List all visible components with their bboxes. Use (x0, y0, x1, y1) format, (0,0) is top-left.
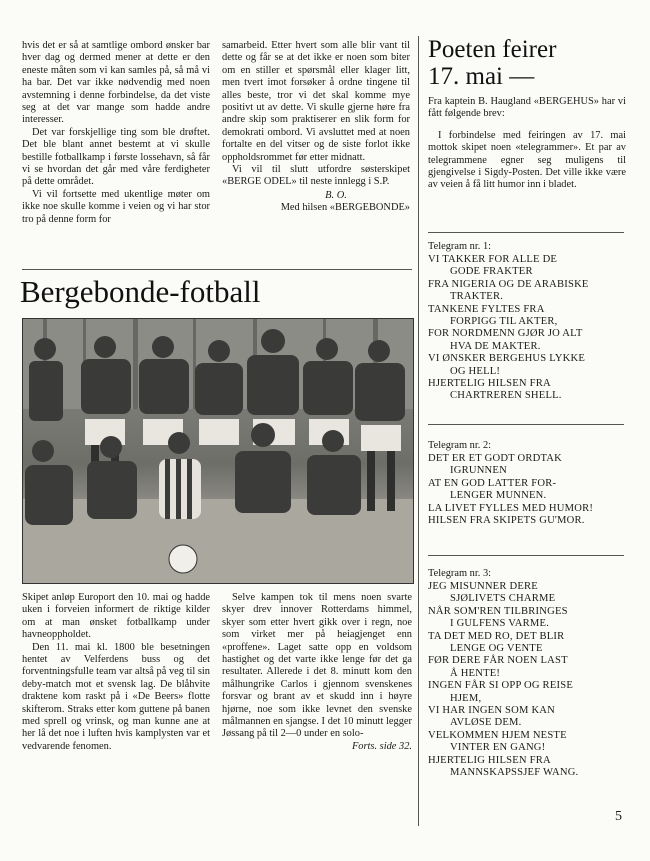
top-middle-column (222, 40, 410, 215)
page-number: 5 (615, 809, 622, 824)
telegram-line: JEG MISUNNER DERE (428, 581, 538, 592)
telegram-line: HJERTELIG HILSEN FRA (428, 378, 551, 390)
telegram-label: Telegram nr. 1: (428, 241, 492, 252)
telegram-label: Telegram nr. 3: (428, 568, 492, 579)
telegram-line: VI HAR INGEN SOM KAN (428, 705, 556, 717)
poet-headline-line1: Poeten feirer (428, 36, 557, 63)
telegram-line: NÅR SOM'REN TILBRINGES (428, 605, 568, 617)
telegram-line: HJERTELIG HILSEN FRA (428, 754, 551, 766)
telegram-line: FØR DERE FÅR NOEN LAST (428, 655, 568, 667)
paragraph: Skipet anløp Europort den 10. mai og hadde uken i forveien informert de riktige kilder om at man ønsket fotballkamp under havneoppholdet. (22, 592, 210, 641)
telegram-line: FRA NIGERIA OG DE ARABISKE (428, 278, 589, 290)
telegram-line: HJEM, (450, 692, 482, 704)
poet-body: I forbindelse med feiringen av 17. mai mottok skipet noen «telegrammer». Et par av telegrammene egner seg muligens til gjengivelse i Sigdy-Posten. Det ville ikke være av veien å få litt humor inn i bladet. (428, 129, 626, 191)
football-column-2 (222, 592, 412, 753)
telegram-line: VI ØNSKER BERGEHUS LYKKE (428, 353, 586, 365)
poet-intro: Fra kaptein B. Haugland «BERGEHUS» har vi fått følgende brev: (428, 96, 626, 120)
telegram-line: FOR NORDMENN GJØR JO ALT (428, 328, 583, 340)
divider-above-football (22, 269, 412, 270)
telegram-line: VI TAKKER FOR ALLE DE (428, 254, 558, 265)
telegram-label: Telegram nr. 2: (428, 440, 492, 451)
paragraph: Det var forskjellige ting som ble drøftet. Det ble blant annet bestemt at vi skulle bestille fotballkamp i første lossehavn, så får vi se hvordan det går med våre ferdigheter på dette området. (22, 126, 210, 188)
paragraph: samarbeid. Etter hvert som alle blir vant til dette og får se at det ikke er noen som biter om en stiller et spørsmål eller klager litt, men tvert imot forsøker å ordne tingene til alles beste, tror vi det skal komme mye positivt ut av dette. Vi skulle gjerne høre fra andre skip som praktiserer en slik form for demokrati ombord. Vi avsluttet med at noen fortalte en del vitser og de siste forlot ikke oppholdsrommet før etter midnatt. (222, 40, 410, 163)
telegram-line: GODE FRAKTER (450, 266, 533, 278)
telegram-line: OG HELL! (450, 365, 501, 377)
poet-headline-line2: 17. mai — (428, 63, 535, 90)
telegram-line: HILSEN FRA SKIPETS GU'MOR. (428, 515, 585, 527)
telegram-line: HVA DE MAKTER. (450, 340, 541, 352)
telegram-1 (428, 241, 626, 403)
telegram-line: LENGER MUNNEN. (450, 490, 547, 502)
paragraph: hvis det er så at samtlige ombord ønsker bar hver dag og dermed mener at dette er den eneste måten som vi kan samles på, så må vi ha bar. Det var ikke nødvendig med noen avstemning i denne forbindelse, da det viste seg at det var mange som hadde andre interesser. (22, 40, 210, 126)
team-photo-illustration (23, 319, 413, 583)
continued-note: Forts. side 32. (351, 740, 412, 752)
divider-telegram-1 (428, 232, 624, 233)
telegram-line: MANNSKAPSSJEF WANG. (450, 767, 579, 779)
telegram-line: Å HENTE! (450, 667, 501, 679)
telegram-line: IGRUNNEN (450, 465, 507, 477)
greeting: Med hilsen «BERGEBONDE» (280, 202, 410, 214)
telegram-3 (428, 568, 626, 780)
telegram-line: VELKOMMEN HJEM NESTE (428, 729, 567, 741)
telegram-line: INGEN FÅR SI OPP OG REISE (428, 680, 573, 692)
telegram-line: I GULFENS VARME. (450, 618, 550, 630)
top-left-column (22, 40, 210, 226)
telegram-line: CHARTREREN SHELL. (450, 390, 562, 402)
telegram-line: TRAKTER. (450, 291, 504, 303)
column-divider-right (418, 36, 419, 826)
telegram-line: AVLØSE DEM. (450, 717, 522, 729)
poet-article (428, 36, 626, 192)
telegram-2 (428, 440, 626, 527)
telegram-line: AT EN GOD LATTER FOR- (428, 477, 557, 489)
telegram-line: SJØLIVETS CHARME (450, 593, 556, 605)
telegram-line: VINTER EN GANG! (450, 742, 546, 754)
football-headline: Bergebonde-fotball (20, 274, 261, 309)
telegram-line: LA LIVET FYLLES MED HUMOR! (428, 502, 594, 514)
telegram-line: DET ER ET GODT ORDTAK (428, 453, 563, 464)
signature: B. O. (325, 189, 347, 201)
football-column-1 (22, 592, 210, 753)
team-photo (22, 318, 414, 584)
telegram-line: TANKENE FYLTES FRA (428, 303, 545, 315)
paragraph: Selve kampen tok til mens noen svarte skyer drev innover Rotterdams himmel, skyer som etter hvert gikk over i regn, noe som virket mer på heiagjenget enn «proffene». Laget satte opp en voldsom hastighet og det varte ikke lenge før det ga resultater. Allerede i det 8. minutt kom den målhungrike Carlos i gjennom svenskenes forsvar og brant av et skudd inn i høyre hjørne, noe som ikke levnet den svenske målmannen en sjangse. I det 10 minutt legger Jøssang på til 2—0 under en solo- (222, 592, 412, 740)
paragraph: Den 11. mai kl. 1800 ble besetningen hentet av Velferdens buss og det forventningsfulle team var altså på veg til sin deby-match mot et svensk lag. De blåhvite draktene kom raskt på i «De Beers» flotte skifterom. Straks etter kom guttene på banen med sprell og vrinsk, og man kunne ane at her lå det noe i luften hvis kamplysten var et vedvarende fenomen. (22, 641, 210, 752)
divider-telegram-3 (428, 555, 624, 556)
telegram-line: LENGE OG VENTE (450, 643, 543, 655)
divider-telegram-2 (428, 424, 624, 425)
telegram-line: TA DET MED RO, DET BLIR (428, 630, 565, 642)
paragraph: Vi vil fortsette med ukentlige møter om ikke noe skulle komme i veien og vi har stor tro på denne form for (22, 188, 210, 225)
paragraph: Vi vil til slutt utfordre søsterskipet «BERGE ODEL» til neste innlegg i S.P. (222, 164, 410, 188)
telegram-line: FORPIGG TIL AKTER, (450, 316, 558, 328)
